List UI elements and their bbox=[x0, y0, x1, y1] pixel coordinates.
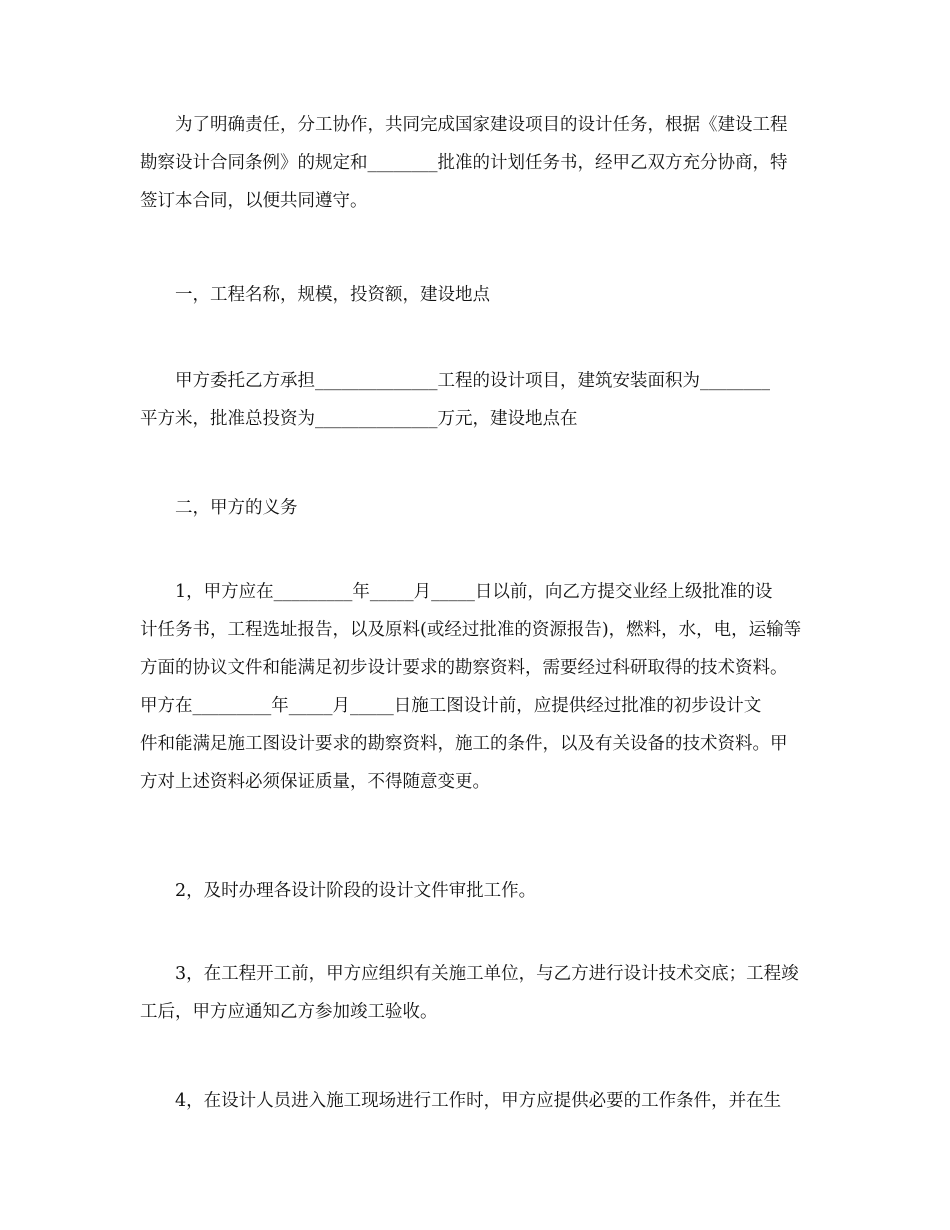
item-3-line-2: 工后，甲方应通知乙方参加竣工验收。 bbox=[140, 1002, 438, 1022]
item-1-line-4: 甲方在_________年_____月_____日施工图设计前，应提供经过批准的初步设计文 bbox=[140, 696, 762, 716]
item-4-line-1: 4，在设计人员进入施工现场进行工作时，甲方应提供必要的工作条件，并在生 bbox=[175, 1091, 782, 1111]
section-1-paragraph bbox=[140, 362, 812, 438]
section-1-line-2: 平方米，批准总投资为______________万元，建设地点在 bbox=[140, 409, 578, 429]
section-2-item-3 bbox=[140, 955, 812, 1031]
intro-line-3: 签订本合同，以便共同遵守。 bbox=[140, 191, 368, 211]
section-2-item-2 bbox=[140, 872, 812, 910]
item-1-line-6: 方对上述资料必须保证质量，不得随意变更。 bbox=[140, 772, 490, 792]
section-1-line-1: 甲方委托乙方承担______________工程的设计项目，建筑安装面积为________ bbox=[175, 371, 770, 391]
section-1-title: 一，工程名称，规模，投资额，建设地点 bbox=[175, 285, 490, 305]
item-3-line-1: 3，在工程开工前，甲方应组织有关施工单位，与乙方进行设计技术交底；工程竣 bbox=[175, 964, 799, 984]
section-2-item-4 bbox=[140, 1082, 812, 1120]
item-2-line-1: 2，及时办理各设计阶段的设计文件审批工作。 bbox=[175, 881, 537, 901]
intro-line-1: 为了明确责任，分工协作，共同完成国家建设项目的设计任务，根据《建设工程 bbox=[175, 115, 788, 135]
intro-line-2: 勘察设计合同条例》的规定和________批准的计划任务书，经甲乙双方充分协商，特 bbox=[140, 153, 788, 173]
item-1-line-2: 计任务书，工程选址报告，以及原料(或经过批准的资源报告)，燃料，水，电，运输等 bbox=[140, 620, 802, 640]
section-2-item-1 bbox=[140, 573, 812, 801]
item-1-line-1: 1，甲方应在_________年_____月_____日以前，向乙方提交业经上级批准的设 bbox=[175, 582, 773, 602]
section-2-title: 二，甲方的义务 bbox=[175, 498, 298, 518]
item-1-line-5: 件和能满足施工图设计要求的勘察资料，施工的条件，以及有关设备的技术资料。甲 bbox=[140, 734, 788, 754]
intro-paragraph bbox=[140, 106, 812, 220]
item-1-line-3: 方面的协议文件和能满足初步设计要求的勘察资料，需要经过科研取得的技术资料。 bbox=[140, 658, 788, 678]
